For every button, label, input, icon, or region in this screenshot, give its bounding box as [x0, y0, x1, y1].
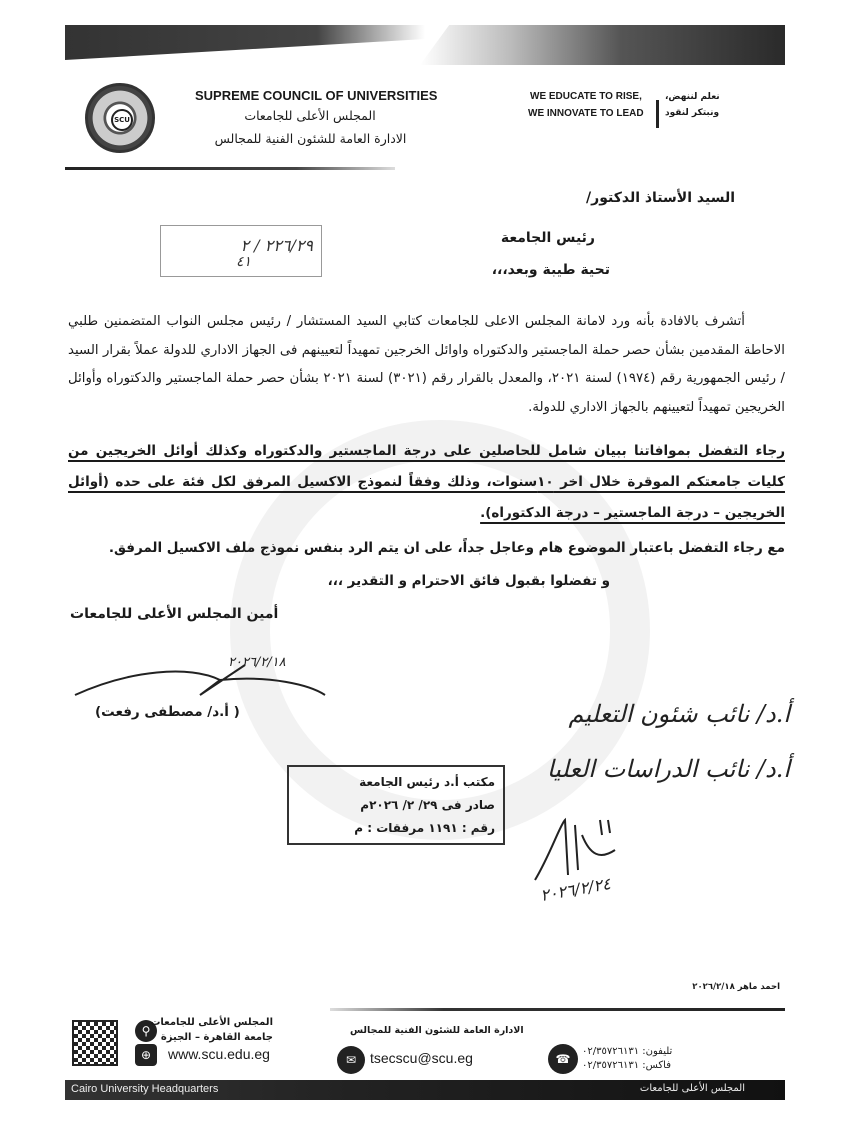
footer-council: المجلس الأعلى للجامعات — [150, 1017, 273, 1028]
footer-phone: تليفون: ٠٢/٣٥٧٢٦١٣١ — [582, 1046, 673, 1057]
slogan-en-2: WE INNOVATE TO LEAD — [528, 108, 644, 119]
closing-line: و تفضلوا بقبول فائق الاحترام و التقدير ،،، — [327, 573, 610, 589]
slogan-ar-1: نعلم لننهض، — [665, 92, 720, 102]
salutation-greeting: تحية طيبة وبعد،،، — [491, 262, 610, 278]
handwritten-date: ٢٠٢٦/٢/٢٤ — [538, 873, 613, 906]
footer-address: جامعة القاهرة – الجيزة — [160, 1032, 273, 1043]
slogan-en-1: WE EDUCATE TO RISE, — [530, 91, 642, 102]
signature-date: ٢٠٢٦/٢/١٨ — [228, 655, 286, 670]
qr-code — [72, 1020, 118, 1066]
footer-email[interactable]: tsecscu@scu.eg — [370, 1050, 473, 1066]
typist-note: احمد ماهر ٢٠٢٦/٢/١٨ — [692, 982, 780, 992]
phone-fax-icon: ☎ — [548, 1044, 578, 1074]
header-band-left — [65, 25, 425, 60]
globe-icon: ⊕ — [135, 1044, 157, 1066]
footer-bar-right: المجلس الأعلى للجامعات — [639, 1083, 745, 1094]
header-rule — [65, 167, 395, 170]
org-name-en: SUPREME COUNCIL OF UNIVERSITIES — [195, 88, 438, 103]
salutation-title: السيد الأستاذ الدكتور/ — [586, 190, 735, 206]
signer-name: ( أ.د/ مصطفى رفعت) — [95, 704, 240, 720]
org-name-ar: المجلس الأعلى للجامعات — [244, 108, 376, 123]
salutation-recipient: رئيس الجامعة — [500, 230, 595, 246]
footer-bar — [65, 1080, 785, 1100]
footer-fax: فاكس: ٠٢/٣٥٧٢٦١٣١ — [582, 1060, 671, 1071]
footer-website[interactable]: www.scu.edu.eg — [168, 1046, 270, 1062]
footer-bar-left: Cairo University Headquarters — [71, 1083, 219, 1095]
incoming-stamp: ٢٢٦/٢٩ / ٢ ٤١ — [160, 225, 322, 277]
body-paragraph-3: مع رجاء التفضل باعتبار الموضوع هام وعاجل جداً، على ان يتم الرد بنفس نموذج ملف الاكسيل المرفق. — [108, 540, 785, 556]
footer-rule — [330, 1008, 785, 1011]
scu-logo: SCU — [85, 83, 155, 153]
body-paragraph-2: رجاء التفضل بموافاتنا ببيان شامل للحاصلين على درجة الماجستير والدكتوراه وكذلك أوائل الخريجين من كليات جامعتكم الموقرة خلال اخر ١٠سنوات، وذلك وفقاً لنموذج الاكسيل المرفق لكل فئة على حده (أوائل الخريجين – درجة الماجستير – درجة الدكتوراه). — [68, 443, 785, 521]
body-paragraph-1: أتشرف بالافادة بأنه ورد لامانة المجلس الاعلى للجامعات كتابي السيد المستشار / رئيس مجلس النواب المتضمنين طلبي الاحاطة المقدمين بشأن حصر حملة الماجستير والدكتوراه واوائل الخرجين تمهيداً لتعيينهم فى الجهاز الاداري للدولة عملاً بقرار السيد / رئيس الجمهورية رقم (١٩٧٤) لسنة ٢٠٢١، والمعدل بالقرار رقم (٣٠٢١) لسنة ٢٠٢١ بشأن حصر حملة الماجستير والدكتوراه وأوائل الخريجين تمهيداً لتعيينهم بالجهاز الاداري للدولة. — [68, 314, 785, 415]
handwritten-referral-1: أ.د/ نائب شئون التعليم — [568, 700, 790, 728]
location-icon: ⚲ — [135, 1020, 157, 1042]
slogan-ar-2: ونبتكر لنقود — [665, 108, 720, 118]
footer-dept: الادارة العامة للشئون الفنية للمجالس — [350, 1025, 524, 1036]
signature-mark — [70, 650, 330, 710]
handwritten-referral-2: أ.د/ نائب الدراسات العليا — [546, 755, 790, 783]
office-stamp: مكتب أ.د رئيس الجامعة صادر فى ٢٩/ ٢/ ٢٠٢٦م رقم : ١١٩١ مرفقات : م — [287, 765, 505, 845]
signer-title: أمين المجلس الأعلى للجامعات — [70, 606, 279, 622]
email-icon: ✉ — [337, 1046, 365, 1074]
dept-name-ar: الادارة العامة للشئون الفنية للمجالس — [214, 131, 407, 146]
header-band-right — [420, 25, 785, 65]
slogan-divider — [656, 100, 659, 128]
